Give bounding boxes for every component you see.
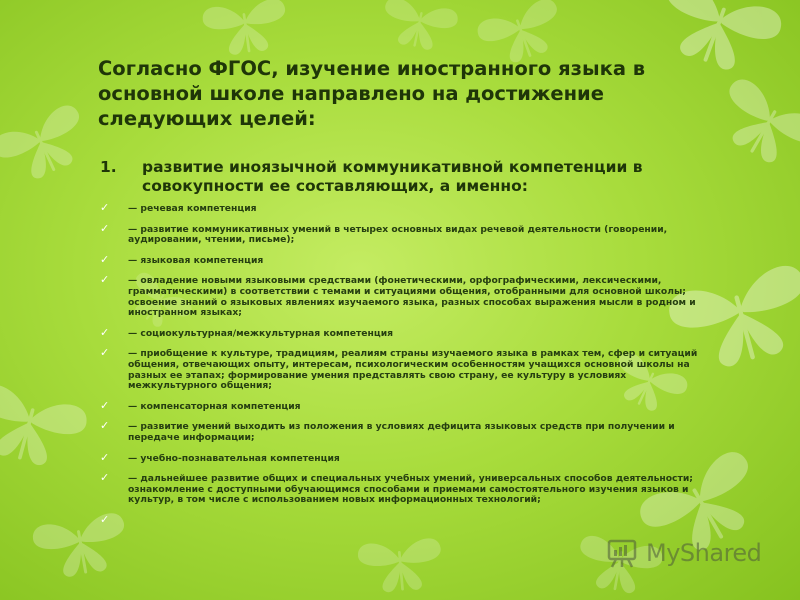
list-item-text: — приобщение к культуре, традициям, реалиям страны изучаемого языка в рамках тем, сфер и ситуаций общения, отвечающих опыту, интересам, психологическим особенностям учащихся основной школы на разных ее этапах; формирование умения представлять свою страну, ее культуру в условиях межкультурного общения; xyxy=(128,348,698,392)
list-item-text: — речевая компетенция xyxy=(128,203,257,214)
myshared-watermark xyxy=(606,535,776,575)
goal-point-text: развитие иноязычной коммуникативной компетенции в совокупности ее составляющих, а именно: xyxy=(142,158,643,195)
checkmark-icon: ✓ xyxy=(100,450,110,464)
list-item xyxy=(100,252,710,267)
checkmark-icon: ✓ xyxy=(100,252,110,266)
list-item xyxy=(100,398,710,413)
checkmark-icon: ✓ xyxy=(100,471,110,485)
checkmark-icon: ✓ xyxy=(100,346,110,360)
checkmark-icon: ✓ xyxy=(100,512,110,526)
butterfly-shape xyxy=(31,511,131,582)
butterfly-shape xyxy=(378,0,459,55)
goal-point-number: 1. xyxy=(100,158,117,176)
checkmark-icon: ✓ xyxy=(100,201,110,214)
list-item-text: — развитие умений выходить из положения в условиях дефицита языковых средств при получении и передаче информации; xyxy=(128,421,675,443)
list-item xyxy=(100,273,710,319)
list-item xyxy=(100,471,710,506)
butterfly-shape xyxy=(201,0,290,59)
list-item xyxy=(100,221,710,246)
butterfly-shape xyxy=(707,74,800,178)
checkmark-icon: ✓ xyxy=(100,419,110,433)
slide-title: Согласно ФГОС, изучение иностранного языка в основной школе направлено на достижение следующих целей: xyxy=(98,57,646,130)
watermark-text: MyShared xyxy=(646,539,762,567)
goal-point xyxy=(100,158,700,196)
list-item-text: — компенсаторная компетенция xyxy=(128,400,301,412)
list-item xyxy=(100,325,710,340)
list-item-text: — языковая компетенция xyxy=(128,254,264,266)
list-item-text: — дальнейшее развитие общих и специальных учебных умений, универсальных способов деятельности; ознакомление с доступными обучающимся способами и приемами самостоятельного изучения языков и культур, в том числе с использованием новых информационных технологий; xyxy=(128,473,693,506)
list-item xyxy=(100,201,710,215)
checkmark-icon: ✓ xyxy=(100,398,110,412)
list-item-text: — учебно-познавательная компетенция xyxy=(128,452,340,464)
competence-list xyxy=(100,201,710,526)
list-item xyxy=(100,450,710,465)
checkmark-icon: ✓ xyxy=(100,273,110,287)
checkmark-icon: ✓ xyxy=(100,221,110,235)
list-item-text: — социокультурная/межкультурная компетенция xyxy=(128,327,394,339)
butterfly-shape xyxy=(0,381,90,474)
list-item-text: — овладение новыми языковыми средствами (фонетическими, орфографическими, лексическими, грамматическими) в соответствии c темами и ситуациями общения, отобранными для основной школы; освоение знаний о языковых явлениях изучаемого языка, разных способах выражения мысли в родном и иностранном языках; xyxy=(128,275,696,319)
butterfly-shape xyxy=(357,537,444,594)
presentation-board-icon xyxy=(606,537,638,569)
checkmark-icon: ✓ xyxy=(100,325,110,339)
list-item xyxy=(100,419,710,443)
butterfly-shape xyxy=(0,101,96,191)
list-item xyxy=(100,346,710,392)
list-item-text: — развитие коммуникативных умений в четырех основных видах речевой деятельности (говорении, аудировании, чтении, письме); xyxy=(128,223,668,246)
